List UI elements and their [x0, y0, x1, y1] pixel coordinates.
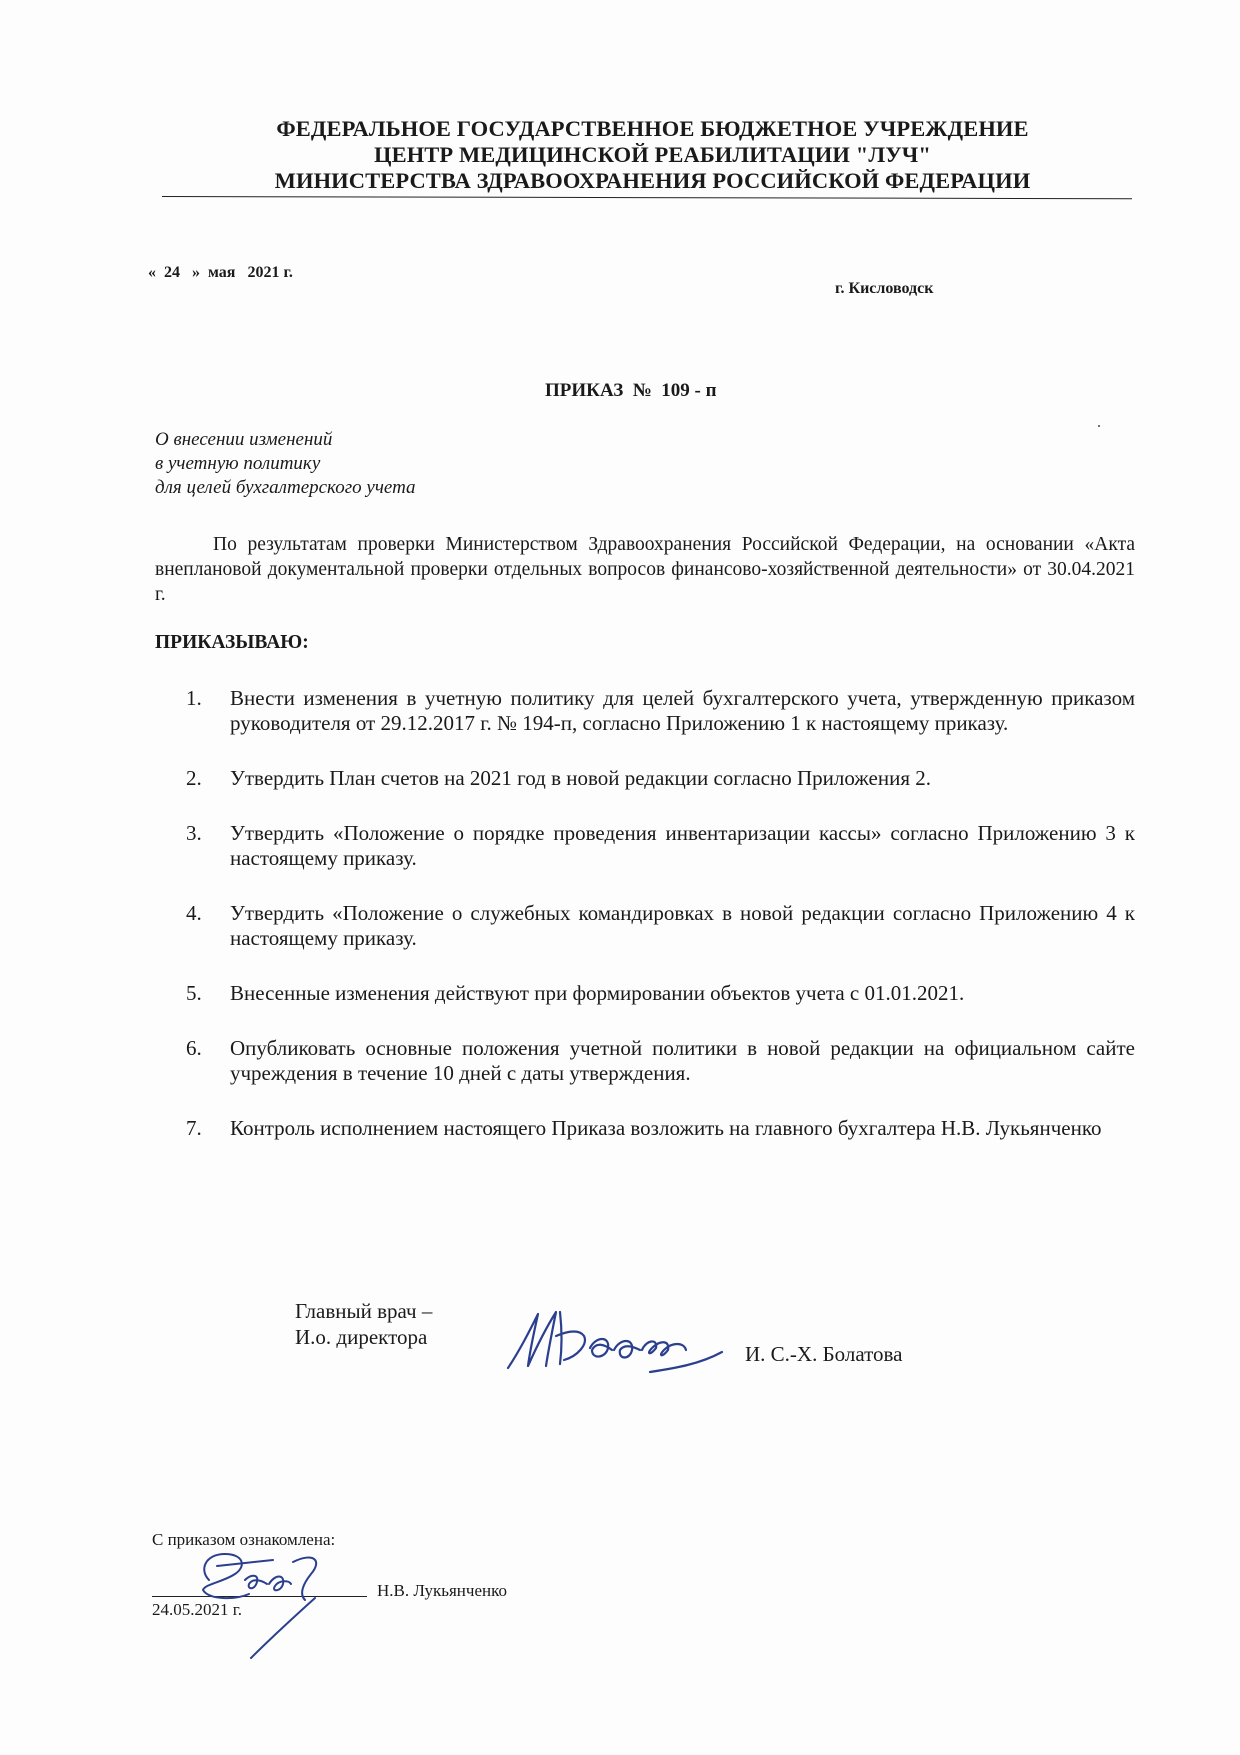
scan-speck: [1098, 425, 1100, 427]
subject-line-2: в учетную политику: [155, 453, 321, 474]
header-divider: [162, 196, 1132, 199]
item-number: 4.: [186, 901, 202, 925]
order-item: [180, 1116, 1135, 1141]
order-subject: [155, 428, 416, 500]
director-signature: [500, 1300, 725, 1380]
item-number: 3.: [186, 821, 202, 845]
acknowledgement-label: С приказом ознакомлена:: [152, 1530, 336, 1549]
org-name-line-1: ФЕДЕРАЛЬНОЕ ГОСУДАРСТВЕННОЕ БЮДЖЕТНОЕ УЧРЕЖДЕНИЕ: [276, 116, 1029, 141]
item-number: 2.: [186, 766, 202, 790]
signatory-title-line-1: Главный врач –: [295, 1299, 433, 1323]
order-item: [180, 821, 1135, 871]
item-text: Внесенные изменения действуют при формировании объектов учета с 01.01.2021.: [230, 981, 965, 1005]
subject-line-3: для целей бухгалтерского учета: [155, 477, 416, 498]
order-item: [180, 686, 1135, 736]
order-item: [180, 766, 1135, 791]
order-title: ПРИКАЗ № 109 - п: [545, 380, 717, 401]
order-item: [180, 981, 1135, 1006]
order-date: « 24 » мая 2021 г.: [148, 264, 293, 281]
order-item: [180, 1036, 1135, 1086]
signatory-title: [295, 1298, 432, 1350]
item-text: Утвердить «Положение о служебных командировках в новой редакции согласно Приложению 4 к настоящему приказу.: [230, 901, 1135, 950]
item-text: Внести изменения в учетную политику для целей бухгалтерского учета, утвержденную приказом руководителя от 29.12.2017 г. № 194-п, согласно Приложению 1 к настоящему приказу.: [230, 686, 1135, 735]
item-number: 1.: [186, 686, 202, 710]
subject-line-1: О внесении изменений: [155, 429, 333, 450]
organization-header: [160, 116, 1145, 194]
item-text: Утвердить План счетов на 2021 год в новой редакции согласно Приложения 2.: [230, 766, 931, 790]
order-city: г. Кисловодск: [835, 280, 934, 297]
item-text: Контроль исполнением настоящего Приказа возложить на главного бухгалтера Н.В. Лукьянченко: [230, 1116, 1102, 1140]
item-number: 6.: [186, 1036, 202, 1060]
signatory-title-line-2: И.о. директора: [295, 1325, 428, 1349]
item-number: 5.: [186, 981, 202, 1005]
decree-label: ПРИКАЗЫВАЮ:: [155, 632, 309, 653]
item-text: Опубликовать основные положения учетной политики в новой редакции на официальном сайте учреждения в течение 10 дней с даты утверждения.: [230, 1036, 1135, 1085]
acknowledgement-date: 24.05.2021 г.: [152, 1600, 243, 1619]
preamble-paragraph: По результатам проверки Министерством Здравоохранения Российской Федерации, на основании «Акта внеплановой документальной проверки отдельных вопросов финансово-хозяйственной деятельности» от 30.04.2021 г.: [155, 534, 1135, 605]
item-text: Утвердить «Положение о порядке проведения инвентаризации кассы» согласно Приложению 3 к настоящему приказу.: [230, 821, 1135, 870]
org-name-line-2: ЦЕНТР МЕДИЦИНСКОЙ РЕАБИЛИТАЦИИ "ЛУЧ": [373, 142, 932, 167]
signatory-name: И. С.-Х. Болатова: [745, 1342, 903, 1366]
item-number: 7.: [186, 1116, 202, 1140]
order-item: [180, 901, 1135, 951]
org-name-line-3: МИНИСТЕРСТВА ЗДРАВООХРАНЕНИЯ РОССИЙСКОЙ ФЕДЕРАЦИИ: [274, 168, 1031, 193]
acknowledgement-name: Н.В. Лукьянченко: [377, 1581, 507, 1600]
order-items-list: [180, 686, 1135, 1171]
